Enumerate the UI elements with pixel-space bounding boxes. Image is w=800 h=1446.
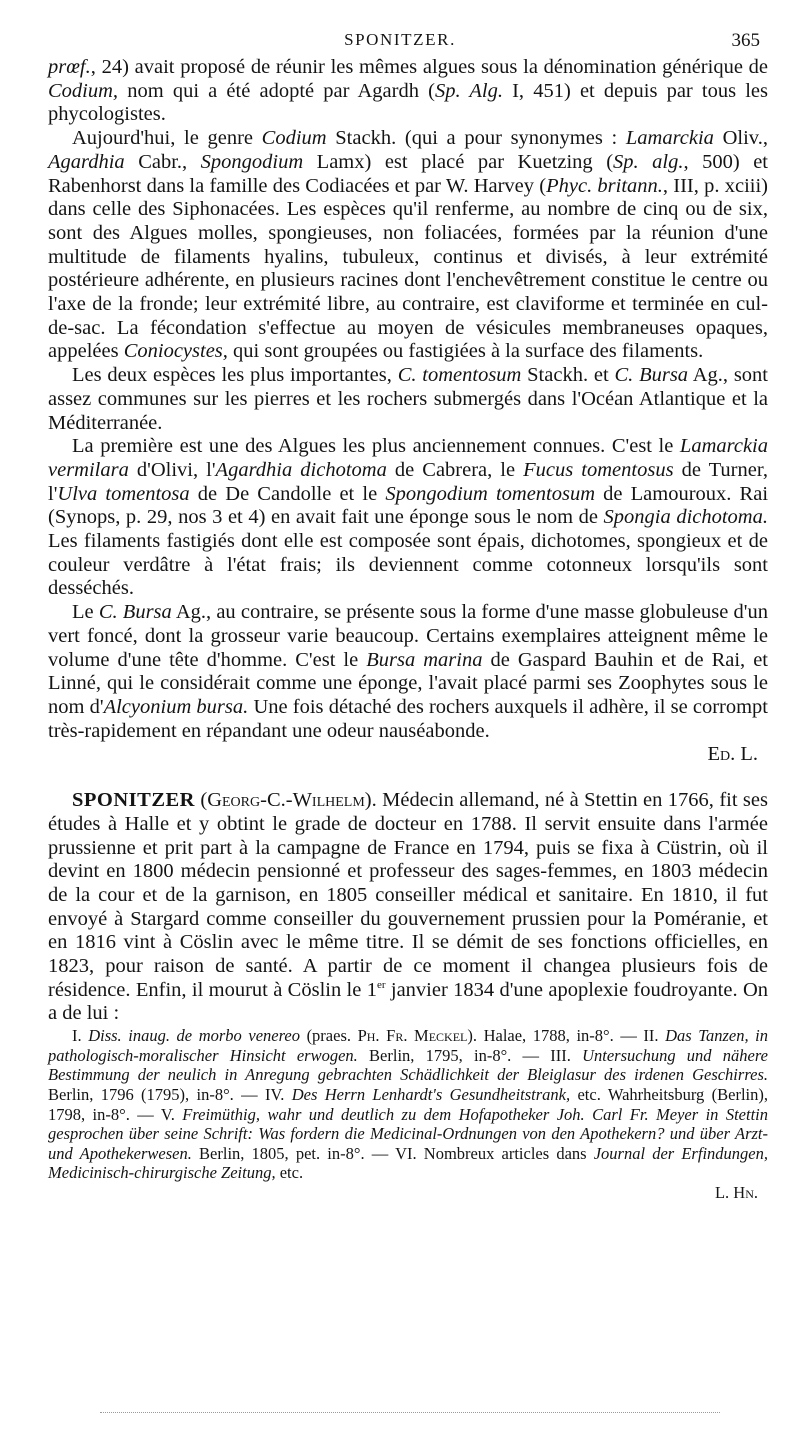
text-span: Diss. inaug. de morbo venereo [88, 1026, 300, 1046]
text-span: Fucus tomentosus [523, 458, 674, 481]
text-span: de De Candolle et le [189, 482, 386, 505]
text-span: Berlin, 1795, in-8°. — III. [357, 1045, 583, 1065]
text-span: Ag., sont assez communes sur les pierres et les rochers submergés dans l'Océan Atlantique et la Méditerranée. [48, 364, 768, 434]
text-span: janvier 1834 d'une apoplexie foudroyante. On a de lui : [48, 978, 769, 1025]
text-span: qui sont groupées ou fastigiées à la surface des filaments. [227, 340, 704, 363]
text-span: Alcyonium bursa. [103, 695, 249, 718]
text-span: Phyc. britann. [546, 174, 663, 197]
text-span: Stackh. et [521, 364, 615, 387]
text-span: C. Bursa [614, 364, 689, 387]
entry-heading: SPONITZER [72, 789, 195, 812]
text-span: (praes. [299, 1026, 358, 1046]
text-span: , 500) et Rabenhorst dans la famille des Codiacées et par W. Harvey ( [48, 150, 768, 197]
codium-paragraph-3 [48, 364, 768, 435]
text-span: Spongodium [200, 150, 304, 173]
running-header [0, 30, 800, 54]
main-text [48, 56, 768, 1202]
text-span: Ag., au contraire, se présente sous la forme d'une masse globuleuse d'un vert foncé, dont la grosseur varie beaucoup. Certains exemplaires atteignent même le volume d'une tête d'homme. C'est le [48, 601, 768, 671]
codium-paragraph-1 [48, 56, 768, 127]
bibliography [48, 1026, 768, 1183]
text-span: , III, p. xciii) dans celle des Siphonacées. Les espèces qu'il renferme, au nombre de cinq ou de six, sont des Algues molles, spongieuses, non foliacées, formées par la réunion d'une multitude de filaments hyalins, tubuleux, continus et divisés, à leur extrémité postérieure adhérente, en plusieurs racines dont l'enchevêtrement constitue le centre ou l'axe de la fronde; leur extrémité libre, au contraire, est claviforme et terminée en cul-de-sac. La fécondation s'effectue au moyen de vésicules membraneuses opaques, appelées [48, 174, 768, 363]
text-span: Lamx) est placé par Kuetzing ( [303, 150, 614, 173]
text-span: Spongodium tomentosum [385, 482, 596, 505]
text-span: Ph. Fr. Meckel [357, 1026, 468, 1046]
text-span: Das Tanzen, in pathologisch-moralischer Hinsicht erwogen. [48, 1026, 769, 1065]
text-span: de Gaspard Bauhin et de Rai, et Linné, qui le considérait comme une éponge, l'avait placé parmi ses Zoophytes sous le nom d' [48, 648, 768, 718]
text-span: de Cabrera, le [386, 458, 524, 481]
text-span: Ulva tomentosa [57, 482, 190, 505]
text-span: Sp. Alg. [434, 79, 503, 102]
section-gap [48, 767, 768, 789]
text-span: Lamarckia vermilara [48, 435, 768, 481]
page-number: 365 [731, 30, 760, 51]
text-span: Coniocystes, [123, 340, 228, 363]
text-span: Une fois détaché des rochers auxquels il adhère, il se corrompt très-rapidement en répandant une odeur nauséabonde. [48, 695, 769, 742]
text-span: Freimüthig, wahr und deutlich zu dem Hofapotheker Joh. Carl Fr. Meyer in Stettin gesprochen über seine Schrift: Was fordern die Medicinal-Ordnungen von den Apothekern? und über Arzt- und Apothekerwesen. [48, 1104, 769, 1163]
text-span: de Turner, l' [48, 458, 768, 505]
text-span: Aujourd'hui, le genre [72, 127, 262, 150]
text-span: Agardhia dichotoma [215, 458, 387, 481]
text-span: I. [72, 1026, 89, 1046]
text-span: d'Olivi, l' [128, 458, 216, 481]
text-span: Le [72, 601, 99, 624]
text-span: Untersuchung und nähere Bestimmung der neulich in Anregung gebrachten Schädlichkeit der Bleiglasur des irdenen Geschirres. [48, 1045, 768, 1085]
codium-paragraph-4 [48, 435, 768, 601]
text-span: , 24) avait proposé de réunir les mêmes algues sous la dénomination générique de [90, 56, 768, 78]
codium-paragraph-2 [48, 127, 768, 364]
text-span: Stackh. (qui a pour synonymes : [326, 127, 626, 150]
author-signature-sponitzer: L. Hn. [714, 1182, 758, 1202]
codium-paragraph-5 [48, 601, 768, 743]
sponitzer-entry [48, 789, 768, 1026]
text-span: Agardhia [48, 150, 125, 173]
text-span: etc. [275, 1163, 304, 1183]
text-span: prœf. [48, 56, 91, 78]
text-span: Lamarckia [625, 127, 714, 150]
text-span: Cabr., [124, 150, 201, 173]
text-span: Des Herrn Lenhardt's Gesundheitstrank, [291, 1084, 571, 1104]
text-span: Berlin, 1796 (1795), in-8°. — IV. [48, 1084, 292, 1104]
text-span: Codium, [48, 79, 119, 102]
text-span: Berlin, 1805, pet. in-8°. — VI. Nombreux articles dans [191, 1143, 594, 1163]
text-span: ). Halae, 1788, in-8°. — II. [467, 1026, 666, 1046]
running-title: SPONITZER. [344, 30, 456, 49]
text-span: Journal der Erfindungen, Medicinisch-chirurgische Zeitung, [48, 1143, 768, 1183]
text-span: nom qui a été adopté par Agardh ( [118, 79, 435, 102]
text-span: Codium [261, 127, 327, 150]
entry-given-names: (Georg-C.-Wilhelm). [194, 789, 377, 812]
text-span: Les filaments fastigiés dont elle est composée sont épais, dichotomes, spongieux et de couleur verdâtre à l'état frais; ils deviennent comme cotonneux lorsqu'ils sont desséchés. [48, 530, 768, 600]
author-signature-codium: Ed. L. [707, 743, 758, 766]
text-span: C. tomentosum [397, 364, 522, 387]
text-span: Les deux espèces les plus importantes, [72, 364, 398, 387]
text-span: etc. Wahrheitsburg (Berlin), 1798, in-8°. — V. [48, 1084, 768, 1124]
text-span: Spongia dichotoma. [603, 506, 768, 529]
ordinal-suffix: er [376, 978, 386, 991]
text-span: de Lamouroux. Rai (Synops, p. 29, nos 3 et 4) en avait fait une éponge sous le nom de [48, 482, 769, 529]
text-span: Médecin allemand, né à Stettin en 1766, fit ses études à Halle et y obtint le grade de docteur en 1788. Il servit ensuite dans l'armée prussienne et prit part à la campagne de France en 1794, puis se fixa à Cüstrin, où il devint en 1800 médecin pensionné et professeur des sages-femmes, en 1803 médecin de la cour et de la garnison, en 1805 conseiller médical et sanitaire. En 1810, il fut envoyé à Stargard comme conseiller du gouvernement prussien pour la Poméranie, et en 1816 vint à Cöslin avec le même titre. Il se démit de ses fonctions officielles, en 1823, pour raison de santé. A partir de ce moment il changea plusieurs fois de résidence. Enfin, il mourut à Cöslin le 1 [48, 789, 768, 1001]
text-span: I, 451) et depuis par tous les phycologistes. [48, 79, 768, 126]
text-span: La première est une des Algues les plus anciennement connues. C'est le [72, 435, 680, 458]
text-span: Oliv., [713, 127, 768, 150]
bottom-dotted-rule [100, 1412, 720, 1413]
text-span: C. Bursa [98, 601, 172, 624]
text-span: Sp. alg. [613, 150, 684, 173]
text-span: Bursa marina [366, 648, 483, 671]
